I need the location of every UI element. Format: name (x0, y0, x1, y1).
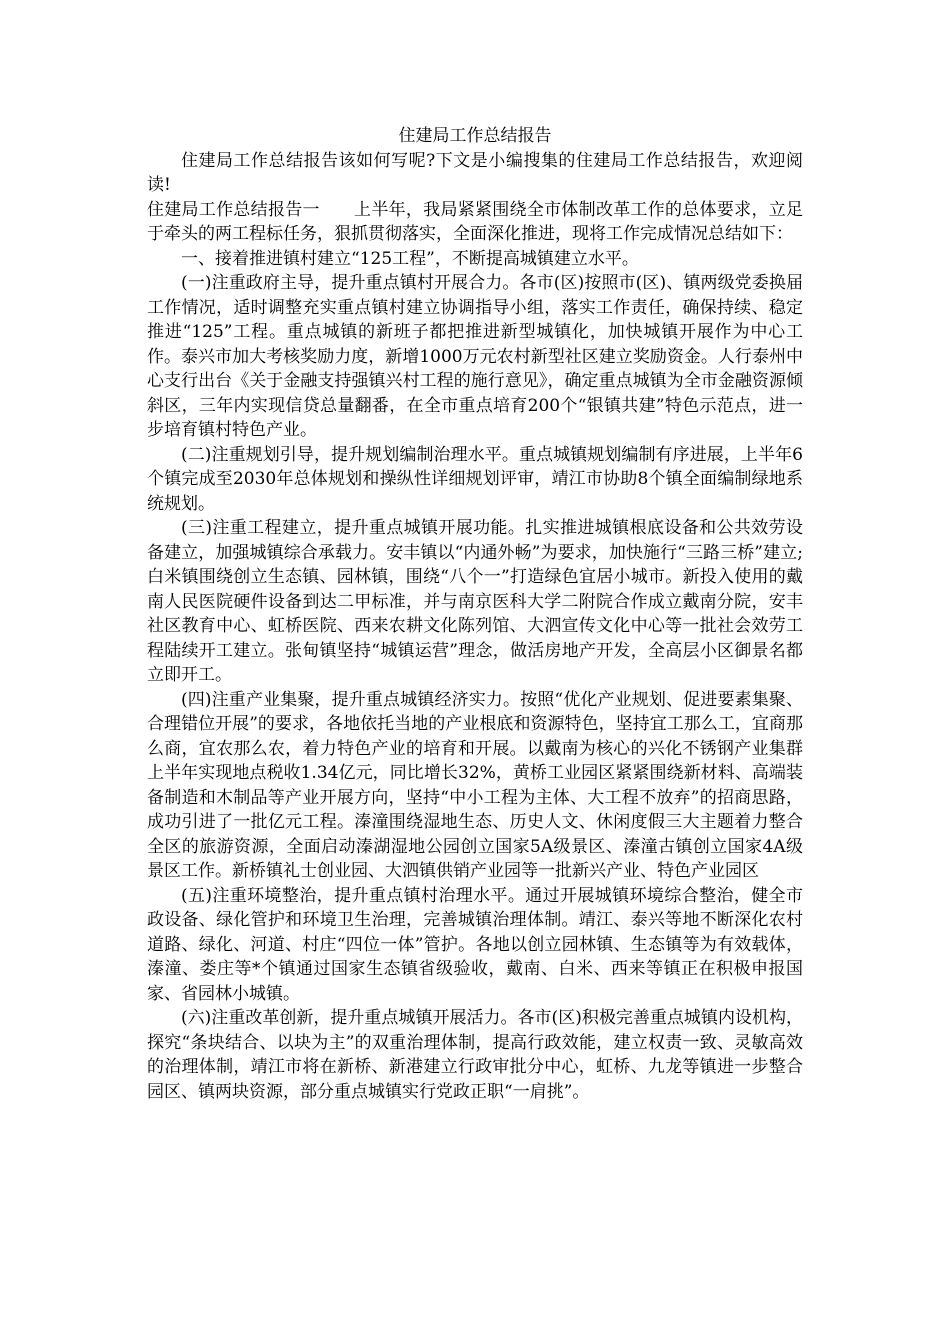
report-opening-text: 上半年，我局紧紧围绕全市体制改革工作的总体要求，立足于牵头的两工程标任务，狠抓贯彻落实，全面深化推进，现将工作完成情况总结如下： (147, 199, 804, 244)
body-paragraph-4: (四)注重产业集聚，提升重点城镇经济实力。按照“优化产业规划、促进要素集聚、合理错位开展”的要求，各地依托当地的产业根底和资源特色，坚持宜工那么工，宜商那么商，宜农那么农，着力特色产业的培育和开展。以戴南为核心的兴化不锈钢产业集群上半年实现地点税收1.34亿元，同比增长32%，黄桥工业园区紧紧围绕新材料、高端装备制造和木制品等产业开展方向，坚持“中小工程为主体、大工程不放弃”的招商思路，成功引进了一批亿元工程。溱潼围绕湿地生态、历史人文、休闲度假三大主题着力整合全区的旅游资源，全面启动溱湖湿地公园创立国家5A级景区、溱潼古镇创立国家4A级景区工作。新桥镇礼士创业园、大泗镇供销产业园等一批新兴产业、特色产业园区 (147, 689, 803, 881)
report-label: 住建局工作总结报告一 (147, 199, 320, 220)
body-paragraph-1: (一)注重政府主导，提升重点镇村开展合力。各市(区)按照市(区)、镇两级党委换届工作情况，适时调整充实重点镇村建立协调指导小组，落实工作责任，确保持续、稳定推进“125”工程。重点城镇的新班子都把推进新型城镇化，加快城镇开展作为中心工作。泰兴市加大考核奖励力度，新增1000万元农村新型社区建立奖励资金。人行泰州中心支行出台《关于金融支持强镇兴村工程的施行意见》，确定重点城镇为全市金融资源倾斜区，三年内实现信贷总量翻番，在全市重点培育200个“银镇共建”特色示范点，进一步培育镇村特色产业。 (147, 273, 803, 440)
section-heading: 一、接着推进镇村建立“125工程”，不断提高城镇建立水平。 (181, 248, 639, 269)
body-paragraph-6: (六)注重改革创新，提升重点城镇开展活力。各市(区)积极完善重点城镇内设机构，探究“条块结合、以块为主”的双重治理体制，提高行政效能，建立权责一致、灵敏高效的治理体制，靖江市将在新桥、新港建立行政审批分中心，虹桥、九龙等镇进一步整合园区、镇两块资源，部分重点城镇实行党政正职“一肩挑”。 (147, 1008, 803, 1102)
document-page (147, 124, 803, 1104)
body-paragraph-2: (二)注重规划引导，提升规划编制治理水平。重点城镇规划编制有序进展，上半年6个镇完成至2030年总体规划和操纵性详细规划评审，靖江市协助8个镇全面编制绿地系统规划。 (147, 444, 803, 514)
intro-paragraph: 住建局工作总结报告该如何写呢?下文是小编搜集的住建局工作总结报告，欢迎阅读! (147, 150, 803, 195)
document-title: 住建局工作总结报告 (398, 126, 552, 146)
report-opening-paragraph (147, 198, 803, 247)
body-paragraph-3: (三)注重工程建立，提升重点城镇开展功能。扎实推进城镇根底设备和公共效劳设备建立，加强城镇综合承载力。安丰镇以“内通外畅”为要求，加快施行“三路三桥”建立;白米镇围绕创立生态镇、园林镇，围绕“八个一”打造绿色宜居小城市。新投入使用的戴南人民医院硬件设备到达二甲标准，并与南京医科大学二附院合作成立戴南分院，安丰社区教育中心、虹桥医院、西来农耕文化陈列馆、大泗宣传文化中心等一批社会效劳工程陆续开工建立。张甸镇坚持“城镇运营”理念，做活房地产开发，全高层小区御景名都立即开工。 (147, 518, 803, 685)
body-paragraph-5: (五)注重环境整治，提升重点镇村治理水平。通过开展城镇环境综合整治，健全市政设备、绿化管护和环境卫生治理，完善城镇治理体制。靖江、泰兴等地不断深化农村道路、绿化、河道、村庄“四位一体”管护。各地以创立园林镇、生态镇等为有效载体，溱潼、娄庄等*个镇通过国家生态镇省级验收，戴南、白米、西来等镇正在积极申报国家、省园林小城镇。 (147, 885, 803, 1004)
